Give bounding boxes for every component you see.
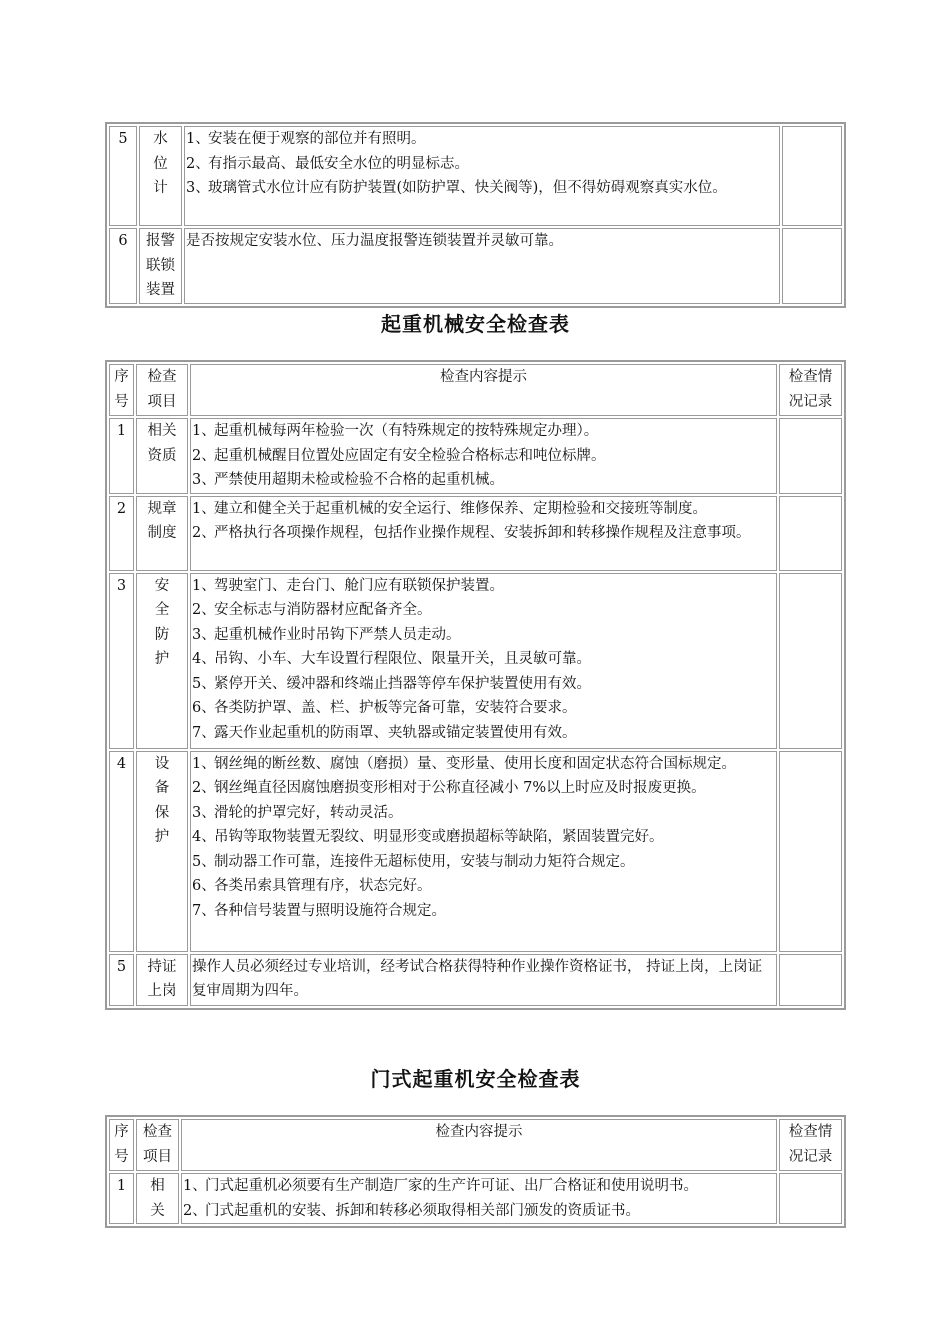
list-item: 1、门式起重机必须要有生产制造厂家的生产许可证、出厂合格证和使用说明书。 [183,1178,698,1194]
header-check-record: 检查情 况记录 [779,1119,842,1171]
table-row [109,954,842,1006]
table-row [109,418,842,494]
header-check-item: 检查 项目 [136,364,188,416]
header-check-content: 检查内容提示 [190,364,777,416]
list-item: 3、起重机械作业时吊钩下严禁人员走动。 [192,626,461,643]
table-row [109,573,842,749]
list-item: 7、各种信号装置与照明设施符合规定。 [192,902,446,919]
table-header-row [109,1119,842,1171]
list-item: 4、吊钩、小车、大车设置行程限位、限量开关，且灵敏可靠。 [192,651,591,667]
check-content [181,1173,777,1224]
check-content: 操作人员必须经过专业培训，经考试合格获得特种作业操作资格证书， 持证上岗，上岗证复审周期为四年。 [190,954,777,1006]
check-item-name: 安 全 防 护 [136,573,188,749]
check-record-cell[interactable] [779,418,842,494]
row-number: 2 [109,496,134,571]
list-item: 1、安装在便于观察的部位并有照明。 [186,131,426,147]
table-row [109,228,842,304]
check-record-cell[interactable] [779,573,842,749]
list-item: 6、各类吊索具管理有序，状态完好。 [192,878,432,894]
list-item: 2、严格执行各项操作规程，包括作业操作规程、安装拆卸和转移操作规程及注意事项。 [192,525,751,541]
list-item: 3、玻璃管式水位计应有防护装置(如防护罩、快关阀等)，但不得妨碍观察真实水位。 [186,180,727,196]
list-item: 2、有指示最高、最低安全水位的明显标志。 [186,155,469,172]
check-record-cell[interactable] [782,228,842,304]
list-item: 2、门式起重机的安装、拆卸和转移必须取得相关部门颁发的资质证书。 [183,1202,640,1219]
list-item: 4、吊钩等取物装置无裂纹、明显形变或磨损超标等缺陷，紧固装置完好。 [192,829,664,845]
table-crane-machinery [105,360,846,1010]
list-item: 1、驾驶室门、走台门、舱门应有联锁保护装置。 [192,577,504,594]
section-title-gantry-crane: 门式起重机安全检查表 [370,1067,581,1091]
header-number: 序 号 [109,1119,134,1171]
check-record-cell[interactable] [779,496,842,571]
list-item: 1、起重机械每两年检验一次（有特殊规定的按特殊规定办理）。 [192,423,599,439]
check-item-name: 规章 制度 [136,496,188,571]
list-item: 2、起重机械醒目位置处应固定有安全检验合格标志和吨位标牌。 [192,447,606,464]
check-content [190,573,777,749]
table-row [109,1173,842,1224]
list-item: 5、紧停开关、缓冲器和终端止挡器等停车保护装置使用有效。 [192,675,591,692]
check-item-name: 相 关 [136,1173,179,1224]
table-row [109,126,842,226]
check-content: 是否按规定安装水位、压力温度报警连锁装置并灵敏可靠。 [184,228,780,304]
list-item: 1、建立和健全关于起重机械的安全运行、维修保养、定期检验和交接班等制度。 [192,500,707,517]
list-item: 5、制动器工作可靠，连接件无超标使用，安装与制动力矩符合规定。 [192,853,635,870]
table-header-row [109,364,842,416]
header-check-record: 检查情 况记录 [779,364,842,416]
row-number: 5 [109,126,137,226]
list-item: 2、安全标志与消防器材应配备齐全。 [192,602,432,618]
section-title-crane: 起重机械安全检查表 [381,312,570,336]
check-item-name: 设 备 保 护 [136,751,188,952]
check-content [190,751,777,952]
row-number: 5 [109,954,134,1006]
table-row [109,496,842,571]
check-content [190,418,777,494]
list-item: 7、露天作业起重机的防雨罩、夹轨器或锚定装置使用有效。 [192,724,577,741]
row-number: 4 [109,751,134,952]
list-item: 6、各类防护罩、盖、栏、护板等完备可靠，安装符合要求。 [192,700,577,716]
check-item-name: 水 位 计 [139,126,182,226]
table-row [109,751,842,952]
check-item-name: 相关 资质 [136,418,188,494]
list-item: 3、严禁使用超期未检或检验不合格的起重机械。 [192,472,504,488]
row-number: 1 [109,1173,134,1224]
check-item-name: 持证 上岗 [136,954,188,1006]
check-content [190,496,777,571]
header-check-content: 检查内容提示 [181,1119,777,1171]
check-record-cell[interactable] [779,751,842,952]
check-content [184,126,780,226]
header-check-item: 检查 项目 [136,1119,179,1171]
table-boiler-continuation [105,122,846,308]
row-number: 1 [109,418,134,494]
header-number: 序 号 [109,364,134,416]
table-gantry-crane [105,1115,846,1228]
row-number: 3 [109,573,134,749]
list-item: 2、钢丝绳直径因腐蚀磨损变形相对于公称直径减小 7%以上时应及时报废更换。 [192,780,706,796]
list-item: 3、滑轮的护罩完好，转动灵活。 [192,804,403,821]
row-number: 6 [109,228,137,304]
check-item-name: 报警 联锁 装置 [139,228,182,304]
list-item: 1、钢丝绳的断丝数、腐蚀（磨损）量、变形量、使用长度和固定状态符合国标规定。 [192,755,736,772]
check-record-cell[interactable] [779,1173,842,1224]
check-record-cell[interactable] [782,126,842,226]
check-record-cell[interactable] [779,954,842,1006]
